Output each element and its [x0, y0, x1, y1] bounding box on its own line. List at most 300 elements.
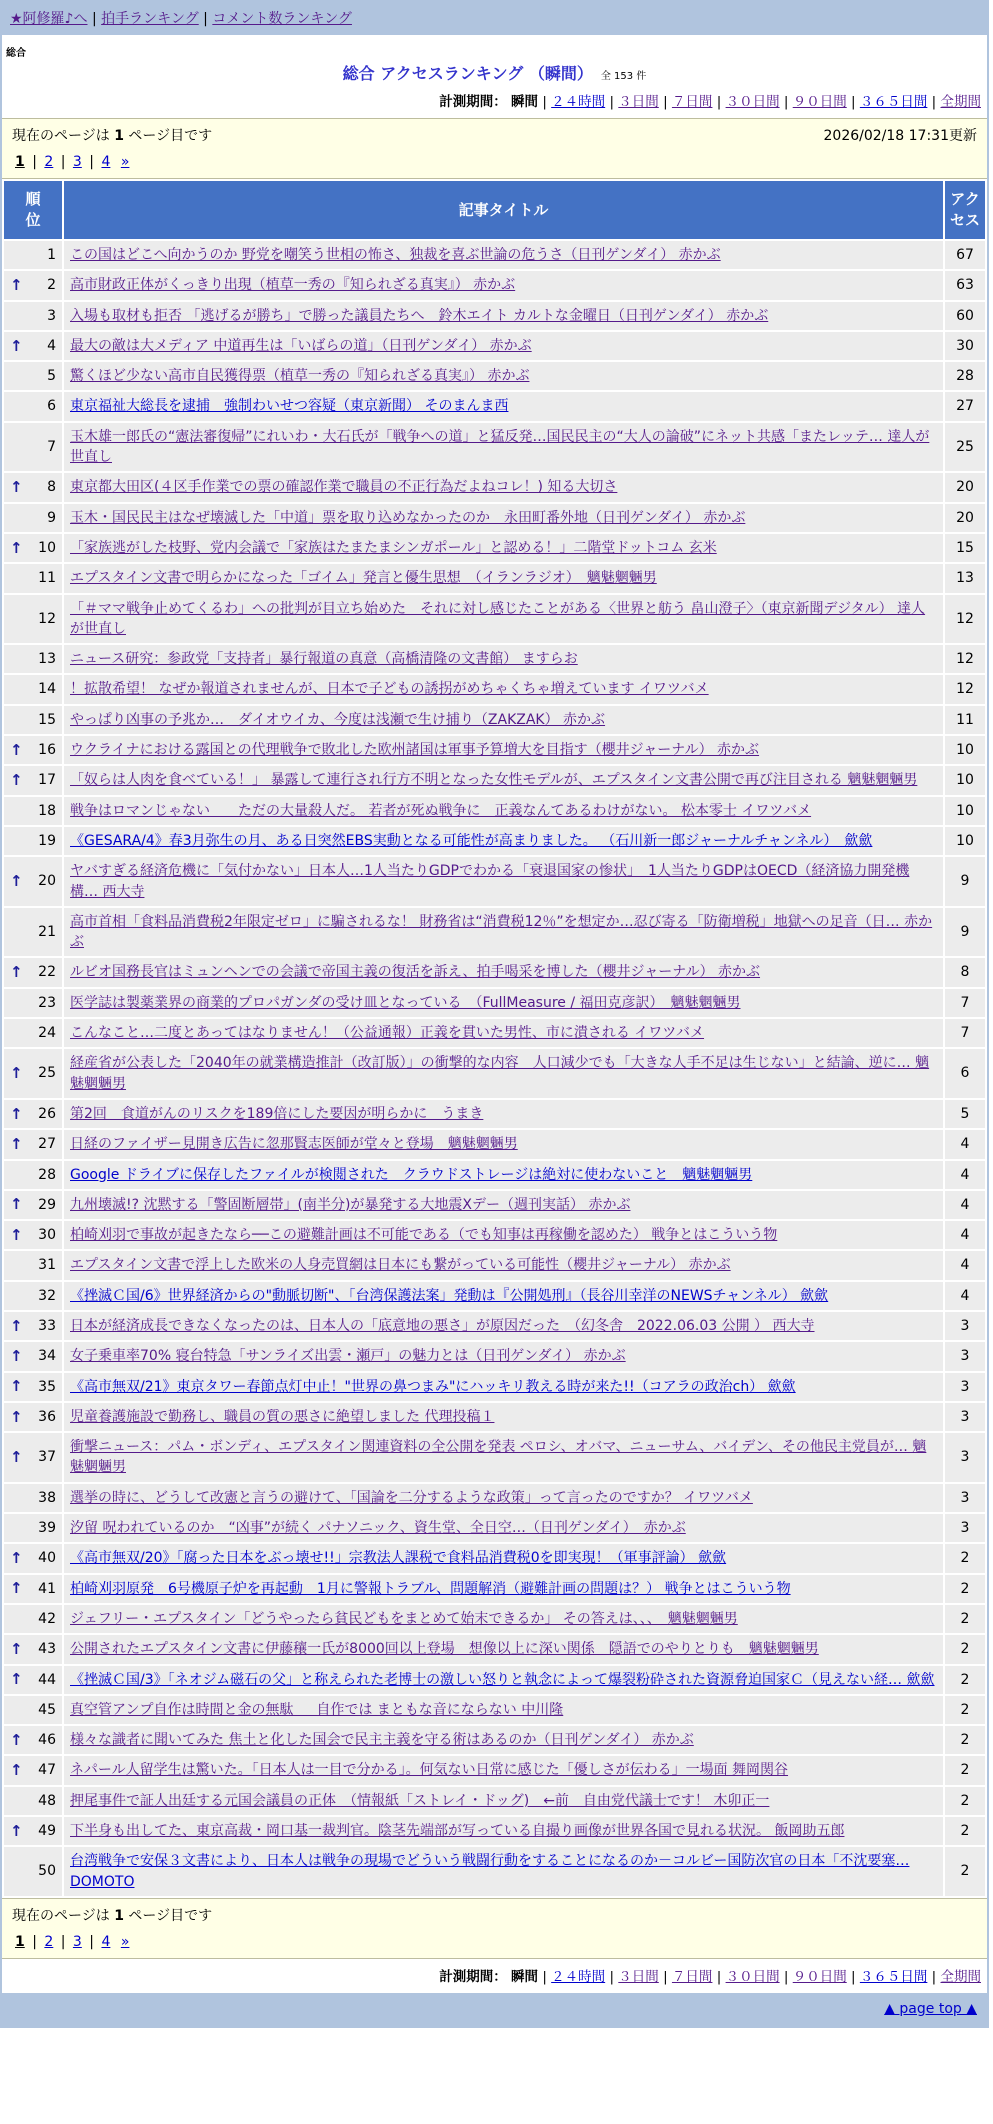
article-link[interactable]: 柏崎刈羽原発 6号機原子炉を再起動 1月に警報トラブル、問題解消（避難計画の問題は？） 戦争とはこういう物	[70, 1580, 791, 1597]
period-link[interactable]: ３０日間	[725, 94, 780, 110]
rank-up-icon: ↑	[10, 1195, 23, 1214]
title-cell	[64, 827, 943, 855]
table-row	[4, 1049, 985, 1098]
article-link[interactable]: 最大の敵は大メディア 中道再生は「いばらの道」（日刊ゲンダイ） 赤かぶ	[70, 337, 532, 354]
rank-number: 5	[47, 368, 56, 385]
rank-cell	[4, 736, 62, 764]
rank-up-icon: ↑	[10, 770, 23, 789]
table-row	[4, 1191, 985, 1219]
rank-up-icon: ↑	[10, 1346, 23, 1365]
title-cell	[64, 1847, 943, 1896]
table-row	[4, 1696, 985, 1724]
access-count: 2	[945, 1635, 985, 1663]
rank-up-icon: ↑	[10, 740, 23, 759]
rank-number: 9	[47, 509, 56, 526]
title-cell	[64, 857, 943, 906]
table-row	[4, 534, 985, 562]
access-count: 2	[945, 1726, 985, 1754]
rank-cell	[4, 1484, 62, 1512]
period-link[interactable]: ３日間	[618, 1968, 659, 1985]
access-count: 2	[945, 1544, 985, 1572]
article-link[interactable]: エプスタイン文書で浮上した欧米の人身売買網は日本にも繋がっている可能性（櫻井ジャーナル） 赤かぶ	[70, 1257, 731, 1274]
rank-up-icon: ↑	[10, 275, 23, 294]
rank-cell	[4, 827, 62, 855]
current-page-text: 現在のページは 1 ページ目です	[12, 128, 213, 144]
access-count: 12	[945, 675, 985, 703]
period-link[interactable]: ３０日間	[725, 1968, 780, 1985]
rank-cell	[4, 423, 62, 472]
period-link[interactable]: ７日間	[671, 94, 713, 110]
title-cell	[64, 392, 943, 420]
rank-number: 2	[47, 277, 56, 294]
article-link[interactable]: 驚くほど少ない高市自民獲得票（植草一秀の『知られざる真実』） 赤かぶ	[70, 368, 530, 385]
article-link[interactable]: 《挫滅Ｃ国/6》世界経済からの"動脈切断"、「台湾保護法案」発動は『公開処刑』（長谷川幸洋のNEWSチャンネル） 歛歛	[70, 1287, 829, 1304]
article-link[interactable]: 「家族逃がした枝野、党内会議で「家族はたまたまシンガポール」と認める！」二階堂ドットコム 玄米	[70, 539, 717, 556]
title-cell	[64, 1726, 943, 1754]
pagination-current: 1	[15, 154, 25, 170]
period-link[interactable]: ３日間	[618, 94, 659, 110]
access-count: 63	[945, 271, 985, 299]
table-row	[4, 1130, 985, 1158]
table-row	[4, 1100, 985, 1128]
rank-up-icon: ↑	[10, 1730, 23, 1749]
access-count: 3	[945, 1373, 985, 1401]
article-link[interactable]: 柏崎刈羽で事故が起きたなら──この避難計画は不可能である（でも知事は再稼働を認めた） 戦争とはこういう物	[70, 1227, 778, 1244]
article-link[interactable]: 経産省が公表した「2040年の就業構造推計（改訂版）」の衝撃的な内容 人口減少でも「大きな人手不足は生じない」と結論、逆に… 魑魅魍魎男	[70, 1055, 930, 1092]
rank-up-icon: ↑	[10, 1225, 23, 1244]
rank-cell	[4, 1373, 62, 1401]
rank-number: 47	[38, 1762, 56, 1779]
title-cell	[64, 423, 943, 472]
pagination-page[interactable]: 4	[101, 154, 111, 170]
title-cell	[64, 1756, 943, 1784]
table-row	[4, 1373, 985, 1401]
access-count: 15	[945, 534, 985, 562]
access-count: 2	[945, 1575, 985, 1603]
article-link[interactable]: ヤバすぎる経済危機に「気付かない」日本人…1人当たりGDPでわかる「衰退国家の惨状」 1人当たりGDPはOECD（経済協力開発機構… 西大寺	[70, 863, 910, 900]
rank-cell	[4, 1635, 62, 1663]
title-cell	[64, 1282, 943, 1310]
article-link[interactable]: 玉木・国民民主はなぜ壊滅した「中道」票を取り込めなかったのか 永田町番外地（日刊ゲンダイ） 赤かぶ	[70, 509, 746, 526]
rank-number: 16	[38, 742, 56, 759]
title-cell	[64, 1251, 943, 1279]
title-cell	[64, 595, 943, 644]
access-count: 7	[945, 989, 985, 1017]
rank-cell	[4, 1019, 62, 1047]
table-row	[4, 645, 985, 673]
title-cell	[64, 908, 943, 957]
rank-up-icon: ↑	[10, 1549, 23, 1567]
title-cell	[64, 958, 943, 986]
rank-cell	[4, 1049, 62, 1098]
top-nav-bar: ★阿修羅♪へ | 拍手ランキング | コメント数ランキング	[2, 2, 987, 35]
access-count: 30	[945, 332, 985, 360]
article-link[interactable]: 戦争はロマンじゃない ただの大量殺人だ。 若者が死ぬ戦争に 正義なんてあるわけがない。 松本零士 イワツバメ	[70, 802, 812, 819]
current-page-number: 1	[114, 128, 124, 144]
rank-up-icon: ↑	[10, 538, 23, 557]
table-row	[4, 766, 985, 794]
period-link[interactable]: ９０日間	[792, 1968, 847, 1985]
access-count: 5	[945, 1100, 985, 1128]
access-count: 12	[945, 595, 985, 644]
article-link[interactable]: 日本が経済成長できなくなったのは、日本人の「底意地の悪さ」が原因だった （幻冬舎 2022.06.03 公開 ） 西大寺	[70, 1317, 815, 1334]
rank-up-icon: ↑	[10, 1407, 23, 1426]
rank-number: 23	[38, 994, 56, 1011]
access-count: 10	[945, 797, 985, 825]
access-count: 20	[945, 504, 985, 532]
rank-cell	[4, 1191, 62, 1219]
rank-number: 3	[47, 307, 56, 324]
ranking-table-body	[4, 241, 985, 1896]
article-link[interactable]: 汐留 呪われているのか “凶事”が続く パナソニック、資生堂、全日空…（日刊ゲンダイ） 赤かぶ	[70, 1520, 686, 1537]
table-header-row	[4, 181, 985, 239]
rank-number: 46	[38, 1732, 56, 1749]
title-cell	[64, 1342, 943, 1370]
article-link[interactable]: 高市首相「食料品消費税2年限定ゼロ」に騙されるな！ 財務省は“消費税12％”を想定か…忍び寄る「防衛増税」地獄への足音（日… 赤かぶ	[70, 913, 933, 951]
title-cell	[64, 1130, 943, 1158]
rank-up-icon: ↑	[10, 1639, 23, 1658]
rank-number: 18	[38, 802, 56, 819]
rank-cell	[4, 241, 62, 269]
title-cell	[64, 989, 943, 1017]
rank-up-icon: ↑	[10, 1064, 23, 1083]
table-row	[4, 1484, 985, 1512]
table-row	[4, 392, 985, 420]
rank-cell	[4, 1251, 62, 1279]
pagination-next[interactable]: »	[120, 154, 130, 170]
access-count: 4	[945, 1282, 985, 1310]
rank-cell	[4, 504, 62, 532]
rank-cell	[4, 1544, 62, 1572]
article-link[interactable]: 「奴らは人肉を食べている！」 暴露して連行され行方不明となった女性モデルが、エプスタイン文書公開で再び注目される 魑魅魍魎男	[70, 772, 918, 789]
access-count: 20	[945, 473, 985, 501]
pagination-page[interactable]: 3	[72, 154, 82, 170]
rank-cell	[4, 1282, 62, 1310]
rank-cell	[4, 645, 62, 673]
access-count: 2	[945, 1756, 985, 1784]
table-row	[4, 797, 985, 825]
article-link[interactable]: 玉木雄一郎氏の“憲法審復帰”にれいわ・大石氏が「戦争への道」と猛反発…国民民主の“大人の論破”にネット共感「またレッテ… 達人が世直し	[70, 428, 930, 466]
table-row	[4, 1635, 985, 1663]
access-count: 3	[945, 1484, 985, 1512]
rank-number: 37	[38, 1449, 56, 1466]
period-link[interactable]: ２４時間	[551, 1968, 606, 1985]
title-cell	[64, 1403, 943, 1431]
access-count: 4	[945, 1161, 985, 1189]
rank-cell	[4, 857, 62, 906]
rank-up-icon: ↑	[10, 872, 23, 891]
rank-up-icon: ↑	[10, 1670, 23, 1689]
title-cell	[64, 473, 943, 501]
top-nav-link[interactable]: ★阿修羅♪へ	[10, 11, 88, 27]
period-current: 瞬間	[511, 1968, 539, 1985]
rank-cell	[4, 1756, 62, 1784]
rank-cell	[4, 1221, 62, 1249]
period-link[interactable]: ９０日間	[792, 94, 847, 110]
period-link[interactable]: 全期間	[940, 1968, 981, 1985]
period-link[interactable]: ７日間	[671, 1968, 713, 1985]
rank-number: 48	[38, 1792, 56, 1809]
table-row	[4, 271, 985, 299]
title-cell	[64, 1575, 943, 1603]
pagination-page[interactable]: 3	[72, 1933, 82, 1950]
top-nav-link[interactable]: 拍手ランキング	[101, 11, 199, 27]
table-row	[4, 332, 985, 360]
article-link[interactable]: この国はどこへ向かうのか 野党を嘲笑う世相の怖さ、独裁を喜ぶ世論の危うさ（日刊ゲンダイ） 赤かぶ	[70, 247, 721, 263]
table-row	[4, 473, 985, 501]
table-row	[4, 857, 985, 906]
page-title-row	[2, 61, 987, 84]
table-row	[4, 1544, 985, 1572]
page-top-link[interactable]: ▲ page top ▲	[884, 2000, 977, 2017]
table-row	[4, 1847, 985, 1896]
title-cell	[64, 1817, 943, 1845]
access-count: 7	[945, 1019, 985, 1047]
period-label: 計測期間：	[439, 94, 507, 110]
access-count: 2	[945, 1605, 985, 1633]
title-cell	[64, 564, 943, 592]
article-link[interactable]: ルビオ国務長官はミュンヘンでの会議で帝国主義の復活を訴え、拍手喝采を博した（櫻井ジャーナル） 赤かぶ	[70, 964, 761, 981]
rank-cell	[4, 1161, 62, 1189]
access-count: 4	[945, 1251, 985, 1279]
rank-cell	[4, 1605, 62, 1633]
table-row	[4, 736, 985, 764]
table-row	[4, 423, 985, 472]
title-cell	[64, 1161, 943, 1189]
rank-cell	[4, 595, 62, 644]
access-count: 8	[945, 958, 985, 986]
rank-cell	[4, 534, 62, 562]
article-link[interactable]: 日経のファイザー見開き広告に忽那賢志医師が堂々と登場 魑魅魍魎男	[70, 1136, 518, 1153]
table-row	[4, 1221, 985, 1249]
title-cell	[64, 1787, 943, 1815]
title-cell	[64, 302, 943, 330]
rank-number: 31	[38, 1257, 56, 1274]
access-count: 3	[945, 1342, 985, 1370]
rank-cell	[4, 1342, 62, 1370]
rank-cell	[4, 958, 62, 986]
article-link[interactable]: 《高市無双/21》東京タワー春節点灯中止！"世界の鼻つまみ"にハッキリ教える時が来た!!（コアラの政治ch） 歛歛	[70, 1378, 796, 1395]
rank-number: 7	[47, 438, 56, 455]
rank-up-icon: ↑	[10, 1761, 23, 1780]
rank-number: 1	[47, 247, 56, 263]
title-cell	[64, 241, 943, 269]
access-count: 27	[945, 392, 985, 420]
access-count: 25	[945, 423, 985, 472]
article-link[interactable]: 九州壊滅!? 沈黙する「警固断層帯」(南半分)が暴発する大地震Xデー（週刊実話） 赤かぶ	[70, 1196, 631, 1213]
article-link[interactable]: 《GESARA/4》春3月弥生の月、ある日突然EBS実動となる可能性が高まりました。 （石川新一郎ジャーナルチャンネル） 歛歛	[70, 832, 873, 849]
current-page-number: 1	[114, 1907, 124, 1924]
table-row	[4, 1817, 985, 1845]
rank-number: 15	[38, 711, 56, 728]
article-link[interactable]: 児童養護施設で勤務し、職員の質の悪さに絶望しました 代理投稿１	[70, 1408, 495, 1425]
title-cell	[64, 797, 943, 825]
rank-cell	[4, 908, 62, 957]
title-cell	[64, 362, 943, 390]
rank-number: 27	[38, 1136, 56, 1153]
pagination: 1 | 2 | 3 | 4 »	[15, 154, 130, 170]
article-link[interactable]: ウクライナにおける露国との代理戦争で敗北した欧州諸国は軍事予算増大を目指す（櫻井ジャーナル） 赤かぶ	[70, 742, 760, 759]
article-link[interactable]: ニュース研究：参政党「支持者」暴行報道の真意（高橋清隆の文書館） ますらお	[70, 651, 578, 668]
table-row	[4, 362, 985, 390]
period-bar-bottom: 計測期間： 瞬間 | ２４時間 | ３日間 | ７日間 | ３０日間 | ９０日間 | ３６５日間 | 全期間	[439, 1968, 981, 1985]
article-link[interactable]: ネパール人留学生は驚いた。「日本人は一目で分かる」。何気ない日常に感じた「優しさが伝わる」一場面 舞岡関谷	[70, 1762, 789, 1779]
title-cell	[64, 1666, 943, 1694]
title-cell	[64, 1433, 943, 1482]
article-link[interactable]: 真空管アンプ自作は時間と金の無駄 ＿ 自作では まともな音にならない 中川隆	[70, 1701, 564, 1718]
period-link[interactable]: ２４時間	[551, 94, 606, 110]
rank-number: 8	[47, 479, 56, 496]
updated-timestamp: 2026/02/18 17:31更新	[823, 128, 977, 144]
period-current: 瞬間	[511, 94, 539, 110]
article-link[interactable]: Google ドライブに保存したファイルが検閲された クラウドストレージは絶対に使わないこと 魑魅魍魎男	[70, 1166, 753, 1183]
pagination-page[interactable]: 2	[44, 154, 54, 170]
period-bar-top: 計測期間： 瞬間 | ２４時間 | ３日間 | ７日間 | ３０日間 | ９０日間 | ３６５日間 | 全期間	[439, 94, 981, 110]
article-link[interactable]: 選挙の時に、どうして改憲と言うの避けて、「国論を二分するような政策」って言ったのですか？ イワツバメ	[70, 1489, 753, 1506]
rank-cell	[4, 362, 62, 390]
rank-number: 43	[38, 1641, 56, 1658]
access-count: 10	[945, 827, 985, 855]
article-link[interactable]: 公開されたエプスタイン文書に伊藤穰一氏が8000回以上登場 想像以上に深い関係 隠語でのやりとりも 魑魅魍魎男	[70, 1641, 819, 1658]
article-link[interactable]: 下半身も出してた、東京高裁・岡口基一裁判官。陰茎先端部が写っている自撮り画像が世界各国で見れる状況。 飯岡助五郎	[70, 1823, 845, 1840]
rank-number: 28	[38, 1166, 56, 1183]
table-row	[4, 1575, 985, 1603]
rank-cell	[4, 392, 62, 420]
access-count: 10	[945, 766, 985, 794]
access-count: 3	[945, 1514, 985, 1542]
period-link[interactable]: 全期間	[940, 94, 981, 110]
access-count: 3	[945, 1312, 985, 1340]
title-cell	[64, 706, 943, 734]
title-cell	[64, 1191, 943, 1219]
rank-number: 20	[38, 873, 56, 890]
rank-up-icon: ↑	[10, 336, 23, 355]
access-count: 2	[945, 1847, 985, 1896]
title-cell	[64, 504, 943, 532]
article-link[interactable]: 「＃ママ戦争止めてくるわ」への批判が目立ち始めた それに対し感じたことがある〈世界と舫う 畠山澄子〉（東京新聞デジタル） 達人が世直し	[70, 600, 926, 637]
access-count: 4	[945, 1221, 985, 1249]
pagination: 1 | 2 | 3 | 4 »	[15, 1933, 130, 1950]
rank-up-icon: ↑	[10, 1316, 23, 1335]
article-link[interactable]: こんなこと…二度とあってはなりません！（公益通報）正義を貫いた男性、市に潰される イワツバメ	[70, 1025, 705, 1042]
rank-number: 12	[38, 610, 56, 627]
article-link[interactable]: 女子乗車率70% 寝台特急「サンライズ出雲・瀬戸」の魅力とは（日刊ゲンダイ） 赤かぶ	[70, 1348, 626, 1365]
article-link[interactable]: ジェフリー・エプスタイン「どうやったら貧民どもをまとめて始末できるか」 その答えは、、、 魑魅魍魎男	[70, 1610, 738, 1627]
title-cell	[64, 1312, 943, 1340]
access-count: 28	[945, 362, 985, 390]
rank-cell	[4, 1817, 62, 1845]
pagination-current: 1	[15, 1933, 25, 1950]
rank-number: 30	[38, 1227, 56, 1244]
article-link[interactable]: 《挫滅Ｃ国/3》「ネオジム磁石の父」と称えられた老博士の激しい怒りと執念によって爆裂粉砕された資源脅迫国家Ｃ（見えない経… 歛歛	[70, 1671, 935, 1688]
article-link[interactable]: 医学誌は製薬業界の商業的プロパガンダの受け皿となっている （FullMeasure / 福田克彦訳） 魑魅魍魎男	[70, 994, 741, 1011]
total-count: 全 153 件	[600, 71, 647, 82]
access-count: 4	[945, 1130, 985, 1158]
rank-cell	[4, 675, 62, 703]
rank-cell	[4, 473, 62, 501]
rank-number: 17	[38, 772, 56, 789]
rank-number: 6	[47, 398, 56, 415]
rank-number: 49	[38, 1823, 56, 1840]
table-row	[4, 1756, 985, 1784]
article-link[interactable]: 様々な識者に聞いてみた 焦土と化した国会で民主主義を守る術はあるのか（日刊ゲンダイ） 赤かぶ	[70, 1732, 694, 1749]
period-links: ２４時間 | ３日間 | ７日間 | ３０日間 | ９０日間 | ３６５日間 | 全期間	[551, 94, 981, 110]
pager-top	[2, 118, 987, 179]
article-link[interactable]: 東京都大田区(４区手作業での票の確認作業で職員の不正行為だよねコレ！) 知る大切さ	[70, 479, 618, 496]
rank-cell	[4, 332, 62, 360]
rank-cell	[4, 766, 62, 794]
rank-number: 38	[38, 1489, 56, 1506]
access-count: 60	[945, 302, 985, 330]
rank-cell	[4, 989, 62, 1017]
access-count: 67	[945, 241, 985, 269]
rank-number: 26	[38, 1105, 56, 1122]
access-count: 3	[945, 1433, 985, 1482]
rank-up-icon: ↑	[10, 963, 23, 982]
rank-cell	[4, 564, 62, 592]
rank-number: 34	[38, 1348, 56, 1365]
title-cell	[64, 1514, 943, 1542]
rank-up-icon: ↑	[10, 1134, 23, 1153]
article-link[interactable]: 高市財政正体がくっきり出現（植草一秀の『知られざる真実』） 赤かぶ	[70, 277, 516, 294]
rank-number: 42	[38, 1610, 56, 1627]
rank-number: 29	[38, 1196, 56, 1213]
article-link[interactable]: ！拡散希望！ なぜか報道されませんが、日本で子どもの誘拐がめちゃくちゃ増えています イワツバメ	[70, 681, 709, 698]
rank-number: 33	[38, 1317, 56, 1334]
article-link[interactable]: 第2回 食道がんのリスクを189倍にした要因が明らかに うまき	[70, 1105, 484, 1122]
article-link[interactable]: 衝撃ニュース：パム・ボンディ、エプスタイン関連資料の全公開を発表 ペロシ、オバマ、ニューサム、バイデン、その他民主党員が… 魑魅魍魎男	[70, 1439, 927, 1476]
table-row	[4, 827, 985, 855]
rank-cell	[4, 706, 62, 734]
category-label: 総合	[6, 48, 26, 59]
rank-up-icon: ↑	[10, 1104, 23, 1123]
rank-cell	[4, 1514, 62, 1542]
access-count: 9	[945, 857, 985, 906]
table-row	[4, 1666, 985, 1694]
rank-cell	[4, 271, 62, 299]
pagination-next[interactable]: »	[120, 1933, 130, 1950]
table-row	[4, 706, 985, 734]
rank-cell	[4, 1575, 62, 1603]
article-link[interactable]: 東京福祉大総長を逮捕 強制わいせつ容疑（東京新聞） そのまんま西	[70, 398, 509, 415]
access-count: 13	[945, 564, 985, 592]
rank-number: 19	[38, 832, 56, 849]
pagination-page[interactable]: 2	[44, 1933, 54, 1950]
rank-number: 21	[38, 923, 56, 940]
rank-cell	[4, 1787, 62, 1815]
rank-number: 36	[38, 1408, 56, 1425]
rank-number: 32	[38, 1287, 56, 1304]
article-link[interactable]: 《高市無双/20》「腐った日本をぶっ壊せ!!」宗教法人課税で食料品消費税0を即実現！（軍事評論） 歛歛	[70, 1550, 727, 1567]
title-cell	[64, 1221, 943, 1249]
access-count: 2	[945, 1696, 985, 1724]
title-cell	[64, 534, 943, 562]
rank-number: 14	[38, 681, 56, 698]
period-link[interactable]: ３６５日間	[859, 94, 928, 110]
page-title: 総合 アクセスランキング （瞬間）	[342, 64, 593, 83]
access-count: 4	[945, 1191, 985, 1219]
title-cell	[64, 675, 943, 703]
top-nav-link[interactable]: コメント数ランキング	[212, 11, 352, 27]
rank-cell	[4, 1666, 62, 1694]
article-link[interactable]: エプスタイン文書で明らかになった「ゴイム」発言と優生思想 （イランラジオ） 魑魅魍魎男	[70, 570, 657, 587]
article-link[interactable]: 台湾戦争で安保３文書により、日本人は戦争の現場でどういう戦闘行動をすることになるのか－コルビー国防次官の日本「不沈要塞… DOMOTO	[70, 1853, 910, 1890]
article-link[interactable]: 入場も取材も拒否 「逃げるが勝ち」で勝った議員たちへ 鈴木エイト カルトな金曜日（日刊ゲンダイ） 赤かぶ	[70, 307, 769, 324]
article-link[interactable]: やっぱり凶事の予兆か… ダイオウイカ、今度は浅瀬で生け捕り（ZAKZAK） 赤かぶ	[70, 711, 606, 728]
article-link[interactable]: 押尾事件で証人出廷する元国会議員の正体 （情報紙「ストレイ・ドッグ) ←前 自由党代議士です！ 木卯正一	[70, 1792, 770, 1809]
pagination-page[interactable]: 4	[101, 1933, 111, 1950]
period-link[interactable]: ３６５日間	[859, 1968, 928, 1985]
